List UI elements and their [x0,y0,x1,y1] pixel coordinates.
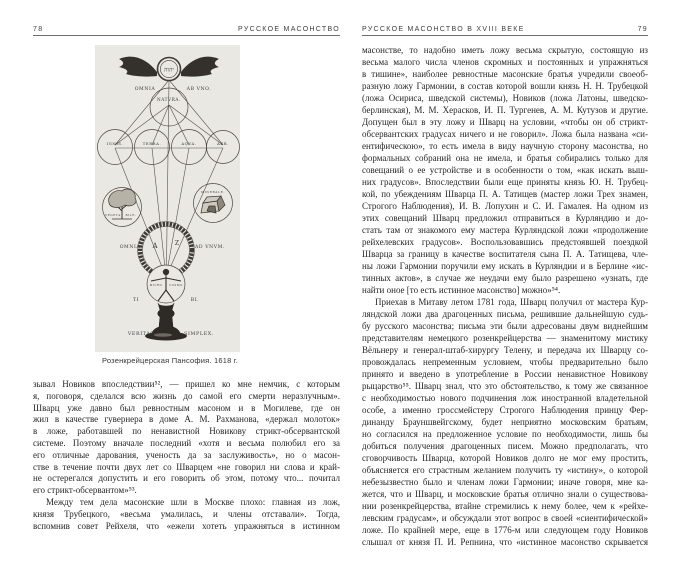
text-line: его стрикт-обсервантом»⁵³. [33,485,137,496]
text-line: стве в течение почти двух лет со Шварцем «не говорил ни слова и край- [33,461,340,472]
text-line: Шварц уже давно был ревностным масоном и в Могилеве, где он [33,402,340,413]
text-line: жется, что и Шварц, и московские братья отлично знали о существова- [362,489,648,499]
left-page [33,0,340,561]
text-line: не остерегался допустить и его говорить об этом, потому что... почитал [33,473,340,484]
micro-label: MICRO [149,284,163,287]
page-number-left: 78 [33,26,44,33]
text-line: с необходимостью нового подчинения лож иностранной владетельной [362,393,648,403]
text-line: разную ложу Гармонии, в состав которой вошли князь Н. Н. Трубецкой [362,81,648,91]
text-line: совещаний о ее устройстве и в особенности о том, «как искать выш- [362,165,648,175]
tetragrammaton-circle [158,58,181,81]
running-title-right: РУССКОЕ МАСОНСТВО В XVIII ВЕКЕ [362,26,525,33]
minerale-label: MINERALE. [200,190,226,194]
text-line: сговорчивость Шварца, которой Новиков долго не мог ему простить, [362,453,648,463]
text-line: принято и введено в употребление в России ненавистное Новикову [362,369,648,379]
vegetabile-label-right: BILE. [125,213,137,217]
text-line: небезызвестно было и членам ложи Гармонии; иначе говоря, мне ка- [362,477,648,487]
text-line: рыцарство⁵⁵. Шварц знал, что это обстоятельство, к тому же связанное [362,381,648,391]
text-line: добиться получения драгоценных писем. Можно предполагать, что [362,441,648,451]
text-line: Допущен был в эту ложу и Шварц на условии, «чтобы он об стрикт- [362,117,648,127]
text-line: я, поговоря, сделался всю жизнь до самой его смерти неразлучным». [33,390,340,401]
veritas-label: VERITAS [127,332,155,337]
text-line: особе, а именно гроссмейстеру Строгого Наблюдения принцу Фер- [362,405,648,415]
text-line: кой, по убеждениям Шварца П. А. Татищев (мастер ложи Трех знамен, [362,189,648,199]
text-line: рейхелевских градусов». Воспользовавшись предстоявшей поездкой [362,237,648,247]
figure-caption: Розенкрейцерская Пансофия. 1618 г. [102,356,239,365]
aer-label: AER. [217,141,229,146]
ignis-label: IGNIS. [106,141,124,146]
text-line: но согласился на предложенное условие по необходимости, лишь бы [362,429,648,439]
text-line: нии розенкрейцерства, втайне стремились к нему более, чем к «рейхе- [362,501,648,511]
text-line: слышал от князя П. И. Репнина, что «истинное масонство скрывается [362,537,648,547]
text-line: в тишине», наиболее ревностные масонские братья учредили своеоб- [362,69,648,79]
text-line: формальных собраний она не имела, и братья собирались только для [362,153,648,163]
microcosm-circle [147,265,185,303]
text-line: Шварца за границу в качестве воспитателя сына П. А. Татищева, чле- [362,249,648,259]
aqva-label: AQVA. [181,141,197,146]
text-line: Строгого Наблюдения), И. В. Лопухин и С. И. Гамалея. На одном из [362,201,648,211]
ab-vno-label: AB VNO. [186,87,212,92]
text-line: (ложа Осириса, шведской системы), Новиков (ложа Латоны, шведско- [362,93,648,103]
text-line: обсервантских градусах ничего и не говорил». Ложа была названа «си- [362,129,648,139]
bi-label: BI. [190,298,200,303]
left-page-header [33,20,340,36]
text-line: жил в качестве гувернера в доме А. М. Рахманова, «держал молоток» [33,414,340,425]
vegetabile-label-left: VEGETA [105,213,121,217]
text-line: найти оное [то есть истинное масонство] можно»⁵⁴. [362,285,561,295]
text-line: тинных актов», в случае же неудачи ему было разрешено «узнать, где [362,273,648,283]
text-line: масонстве, то надобно иметь ложу весьма скрытую, состоящую из [362,45,648,55]
text-line: вспомнив совет Рейхеля, что «ежели хотеть упражняться в истинном [33,520,340,531]
text-line: представителям немецкого розенкрейцерства — знаменитому мистику [362,333,648,343]
text-line: ентифическою», то есть имела в виду научную сторону масонства, но [362,141,648,151]
text-line: в ложе, работавшей по ненавистной Новикову стрикт-обсервантской [33,426,340,437]
text-line: ны ложи Гармонии поручили ему искать в Курляндии и в Берлине «ис- [362,261,648,271]
text-line: Вёльнеру и генерал-штаб-хирургу Телену, и передача их Шварцу со- [362,345,648,355]
text-line: динанду Брауншвейгскому, будет неприятно московским братьям, [362,417,648,427]
text-line: зывал Новиков впоследствии⁵², — пришел ко мне немчик, с которым [33,379,340,389]
text-line: бу русского масонства; письма эти были адресованы двум виднейшим [362,321,648,331]
terra-label: TERRA. [142,141,162,146]
running-title-left: РУССКОЕ МАСОНСТВО [238,26,340,33]
text-line: объясняется его страстным желанием получить ту «истину», о которой [362,465,648,475]
text-line: его отличные дарования, ученость да за заслуживость», но о масон- [33,449,340,460]
text-line: Между тем дела масонские шли в Москве плохо: главная из лож, [46,496,340,507]
tetragrammaton-text: יהוה [163,66,175,74]
text-line: левским градусам», и обсуждали этот вопрос в своей «сиентифической» [362,513,648,523]
ti-label: TI [132,298,140,303]
ring-letter-a: A [152,242,158,250]
right-page-text [362,44,648,548]
ad-vnvm-label: AD VNVM. [194,245,226,250]
text-line: князя Трубецкого, «весьма умалилась, и члены отставали». Тогда, [33,508,340,519]
text-line: берлинская), М. М. Херасков, И. П. Тургенев, А. М. Кутузов и другие. [362,105,648,115]
text-line: ляндской ложи два драгоценных письма, решившие дальнейшую судь- [362,309,648,319]
right-page-header [362,20,648,36]
omnia-mid-label: OMNIA [119,245,141,250]
right-page [362,0,648,561]
text-line: Приехав в Митаву летом 1781 года, Шварц получил от мастера Кур- [375,297,648,307]
natura-label: NATVRA. [157,97,181,102]
pansophia-engraving [95,45,240,352]
text-line: системе. Поэтому вначале последний «хотя и весьма полюбил его за [33,437,340,448]
text-line: них градусов». Впоследствии были еще приняты князь Ю. Н. Трубец- [362,177,648,187]
page-number-right: 79 [637,26,648,33]
pansophia-figure-svg [95,45,240,352]
text-line: весьма малого числа членов скромных и постоянных и упражняться [362,57,648,67]
left-page-text [33,379,340,532]
text-line: ложе. По крайней мере, еще в 1776-м или следующем году Новиков [362,525,648,535]
text-line: стать там от знакомого ему мастера Курляндской ложи «продолжение [362,225,648,235]
omnia-top-label: OMNIA [134,87,156,92]
text-line: этих совещаний Шварц предложил отправиться в Курляндию и до- [362,213,648,223]
ring-letter-z: Z [174,240,180,247]
cosmo-label: COSMO [169,284,183,287]
simplex-label: SIMPLEX. [184,332,214,337]
text-line: провождалась непременным условием, чтобы предварительно было [362,357,648,367]
